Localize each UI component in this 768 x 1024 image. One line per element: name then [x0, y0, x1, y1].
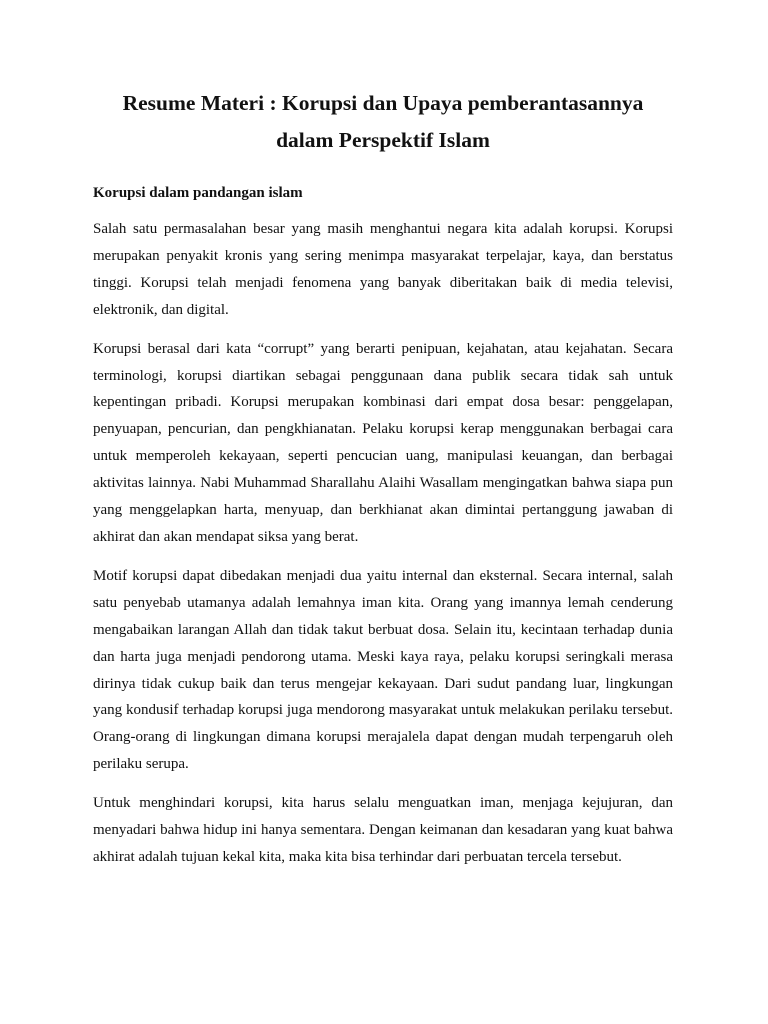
- section-heading: Korupsi dalam pandangan islam: [93, 185, 303, 201]
- paragraph-1: Salah satu permasalahan besar yang masih menghantui negara kita adalah korupsi. Korupsi merupakan penyakit kronis yang sering menimpa masyarakat terpelajar, kaya, dan berstatus tinggi. Korupsi telah menjadi fenomena yang banyak diberitakan baik di media televisi, elektronik, dan digital.: [93, 221, 673, 318]
- paragraph-3: Motif korupsi dapat dibedakan menjadi dua yaitu internal dan eksternal. Secara internal, salah satu penyebab utamanya adalah lemahnya iman kita. Orang yang imannya lemah cenderung mengabaikan larangan Allah dan tidak takut berbuat dosa. Selain itu, kecintaan terhadap dunia dan harta juga menjadi pendorong utama. Meski kaya raya, pelaku korupsi seringkali merasa dirinya tidak cukup baik dan terus mengejar kekayaan. Dari sudut pandang luar, lingkungan yang kondusif terhadap korupsi juga mendorong masyarakat untuk melakukan perilaku tersebut. Orang-orang di lingkungan dimana korupsi merajalela dapat dengan mudah terpengaruh oleh perilaku serupa.: [93, 567, 673, 773]
- paragraph-4: Untuk menghindari korupsi, kita harus selalu menguatkan iman, menjaga kejujuran, dan menyadari bahwa hidup ini hanya sementara. Dengan keimanan dan kesadaran yang kuat bahwa akhirat adalah tujuan kekal kita, maka kita bisa terhindar dari perbuatan tercela tersebut.: [93, 795, 673, 865]
- document-title-line-1: Resume Materi : Korupsi dan Upaya pemberantasannya: [122, 91, 644, 115]
- document-title: [93, 78, 673, 159]
- paragraph-2: Korupsi berasal dari kata “corrupt” yang berarti penipuan, kejahatan, atau kejahatan. Secara terminologi, korupsi diartikan sebagai penggunaan dana publik secara tidak sah untuk kepentingan pribadi. Korupsi merupakan kombinasi dari empat dosa besar: penggelapan, penyuapan, pencurian, dan pengkhianatan. Pelaku korupsi kerap menggunakan berbagai cara untuk memperoleh kekayaan, seperti pencucian uang, manipulasi keuangan, dan berbagai aktivitas lainnya. Nabi Muhammad Sharallahu Alaihi Wasallam mengingatkan bahwa siapa pun yang menggelapkan harta, menyuap, dan berkhianat akan dimintai pertanggung jawaban di akhirat dan akan mendapat siksa yang berat.: [93, 340, 673, 545]
- document-title-line-2: dalam Perspektif Islam: [276, 128, 490, 152]
